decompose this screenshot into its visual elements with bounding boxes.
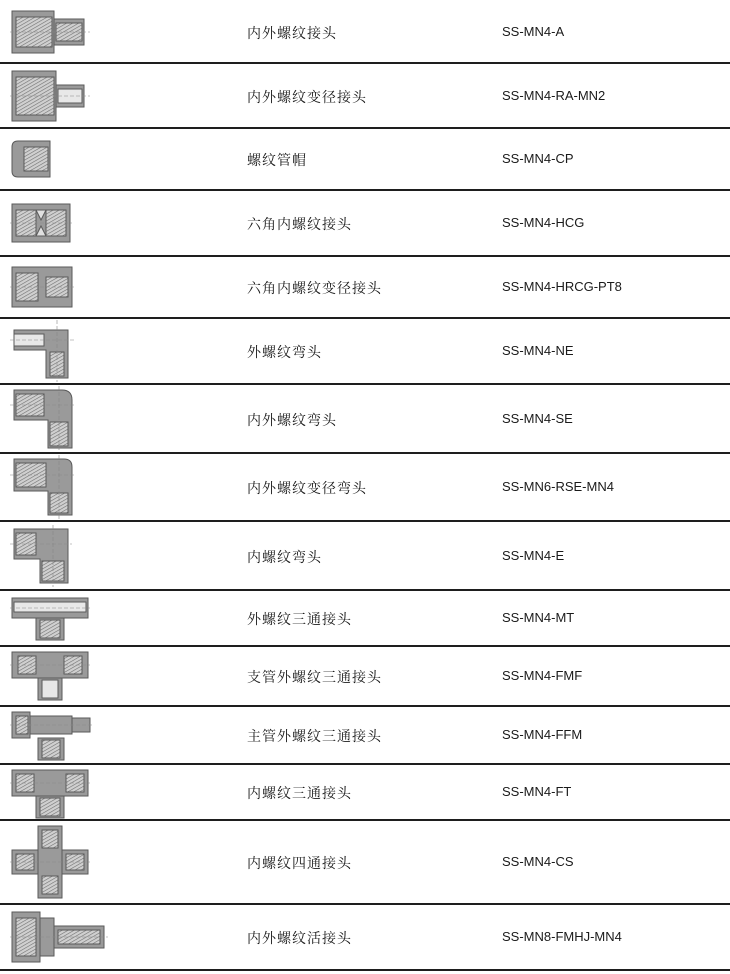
fitting-name: 内螺纹四通接头 (247, 856, 352, 872)
part-number: SS-MN4-FMF (502, 668, 583, 683)
female-cross-icon (10, 824, 90, 900)
male-elbow-icon (10, 320, 76, 382)
catalog-row (0, 521, 730, 590)
union-adapter-icon (10, 908, 108, 966)
hex-reducing-coupling-icon (10, 263, 74, 311)
part-number: SS-MN4-SE (502, 411, 573, 426)
hex-coupling-icon (10, 200, 72, 246)
catalog-row (0, 318, 730, 384)
part-number: SS-MN4-FT (502, 784, 572, 799)
fitting-name: 内外螺纹活接头 (247, 931, 352, 947)
fitting-name: 支管外螺纹三通接头 (247, 670, 382, 686)
catalog-row (0, 646, 730, 706)
catalog-row (0, 706, 730, 764)
catalog-row (0, 128, 730, 190)
fitting-name: 外螺纹三通接头 (247, 612, 352, 628)
street-elbow-icon (10, 386, 76, 452)
male-female-adapter-icon (10, 7, 90, 57)
part-number: SS-MN6-RSE-MN4 (502, 479, 614, 494)
fitting-name: 六角内螺纹接头 (247, 217, 352, 233)
catalog-row (0, 453, 730, 521)
fitting-name: 内螺纹弯头 (247, 550, 322, 566)
part-number: SS-MN4-FFM (502, 727, 583, 742)
fitting-name: 内外螺纹接头 (247, 26, 337, 42)
fitting-name: 外螺纹弯头 (247, 345, 322, 361)
catalog-row (0, 0, 730, 63)
part-number: SS-MN8-FMHJ-MN4 (502, 929, 622, 944)
catalog-row (0, 384, 730, 453)
part-number: SS-MN4-NE (502, 343, 574, 358)
row-divider (0, 969, 730, 971)
fitting-name: 主管外螺纹三通接头 (247, 729, 382, 745)
fitting-name: 内外螺纹变径弯头 (247, 481, 367, 497)
part-number: SS-MN4-CP (502, 151, 574, 166)
branch-male-tee-icon (10, 648, 90, 704)
catalog-row (0, 256, 730, 318)
part-number: SS-MN4-E (502, 548, 565, 563)
catalog-row (0, 590, 730, 646)
catalog-row (0, 63, 730, 128)
female-elbow-icon (10, 525, 72, 587)
part-number: SS-MN4-RA-MN2 (502, 88, 606, 103)
fitting-name: 螺纹管帽 (247, 153, 307, 169)
part-number: SS-MN4-HCG (502, 215, 585, 230)
part-number: SS-MN4-MT (502, 610, 575, 625)
fitting-name: 内外螺纹变径接头 (247, 90, 367, 106)
part-number: SS-MN4-CS (502, 854, 574, 869)
catalog-row (0, 764, 730, 820)
part-number: SS-MN4-A (502, 24, 565, 39)
reducing-street-elbow-icon (10, 455, 76, 519)
catalog-row (0, 904, 730, 970)
run-male-tee-icon (10, 708, 92, 762)
male-tee-icon (10, 592, 90, 644)
female-tee-icon (10, 766, 90, 820)
fitting-name: 内外螺纹弯头 (247, 413, 337, 429)
part-number: SS-MN4-HRCG-PT8 (502, 279, 622, 294)
reducing-adapter-icon (10, 67, 90, 125)
catalog-row (0, 820, 730, 904)
fitting-name: 六角内螺纹变径接头 (247, 281, 382, 297)
fitting-name: 内螺纹三通接头 (247, 786, 352, 802)
threaded-cap-icon (10, 137, 54, 181)
catalog-row (0, 190, 730, 256)
